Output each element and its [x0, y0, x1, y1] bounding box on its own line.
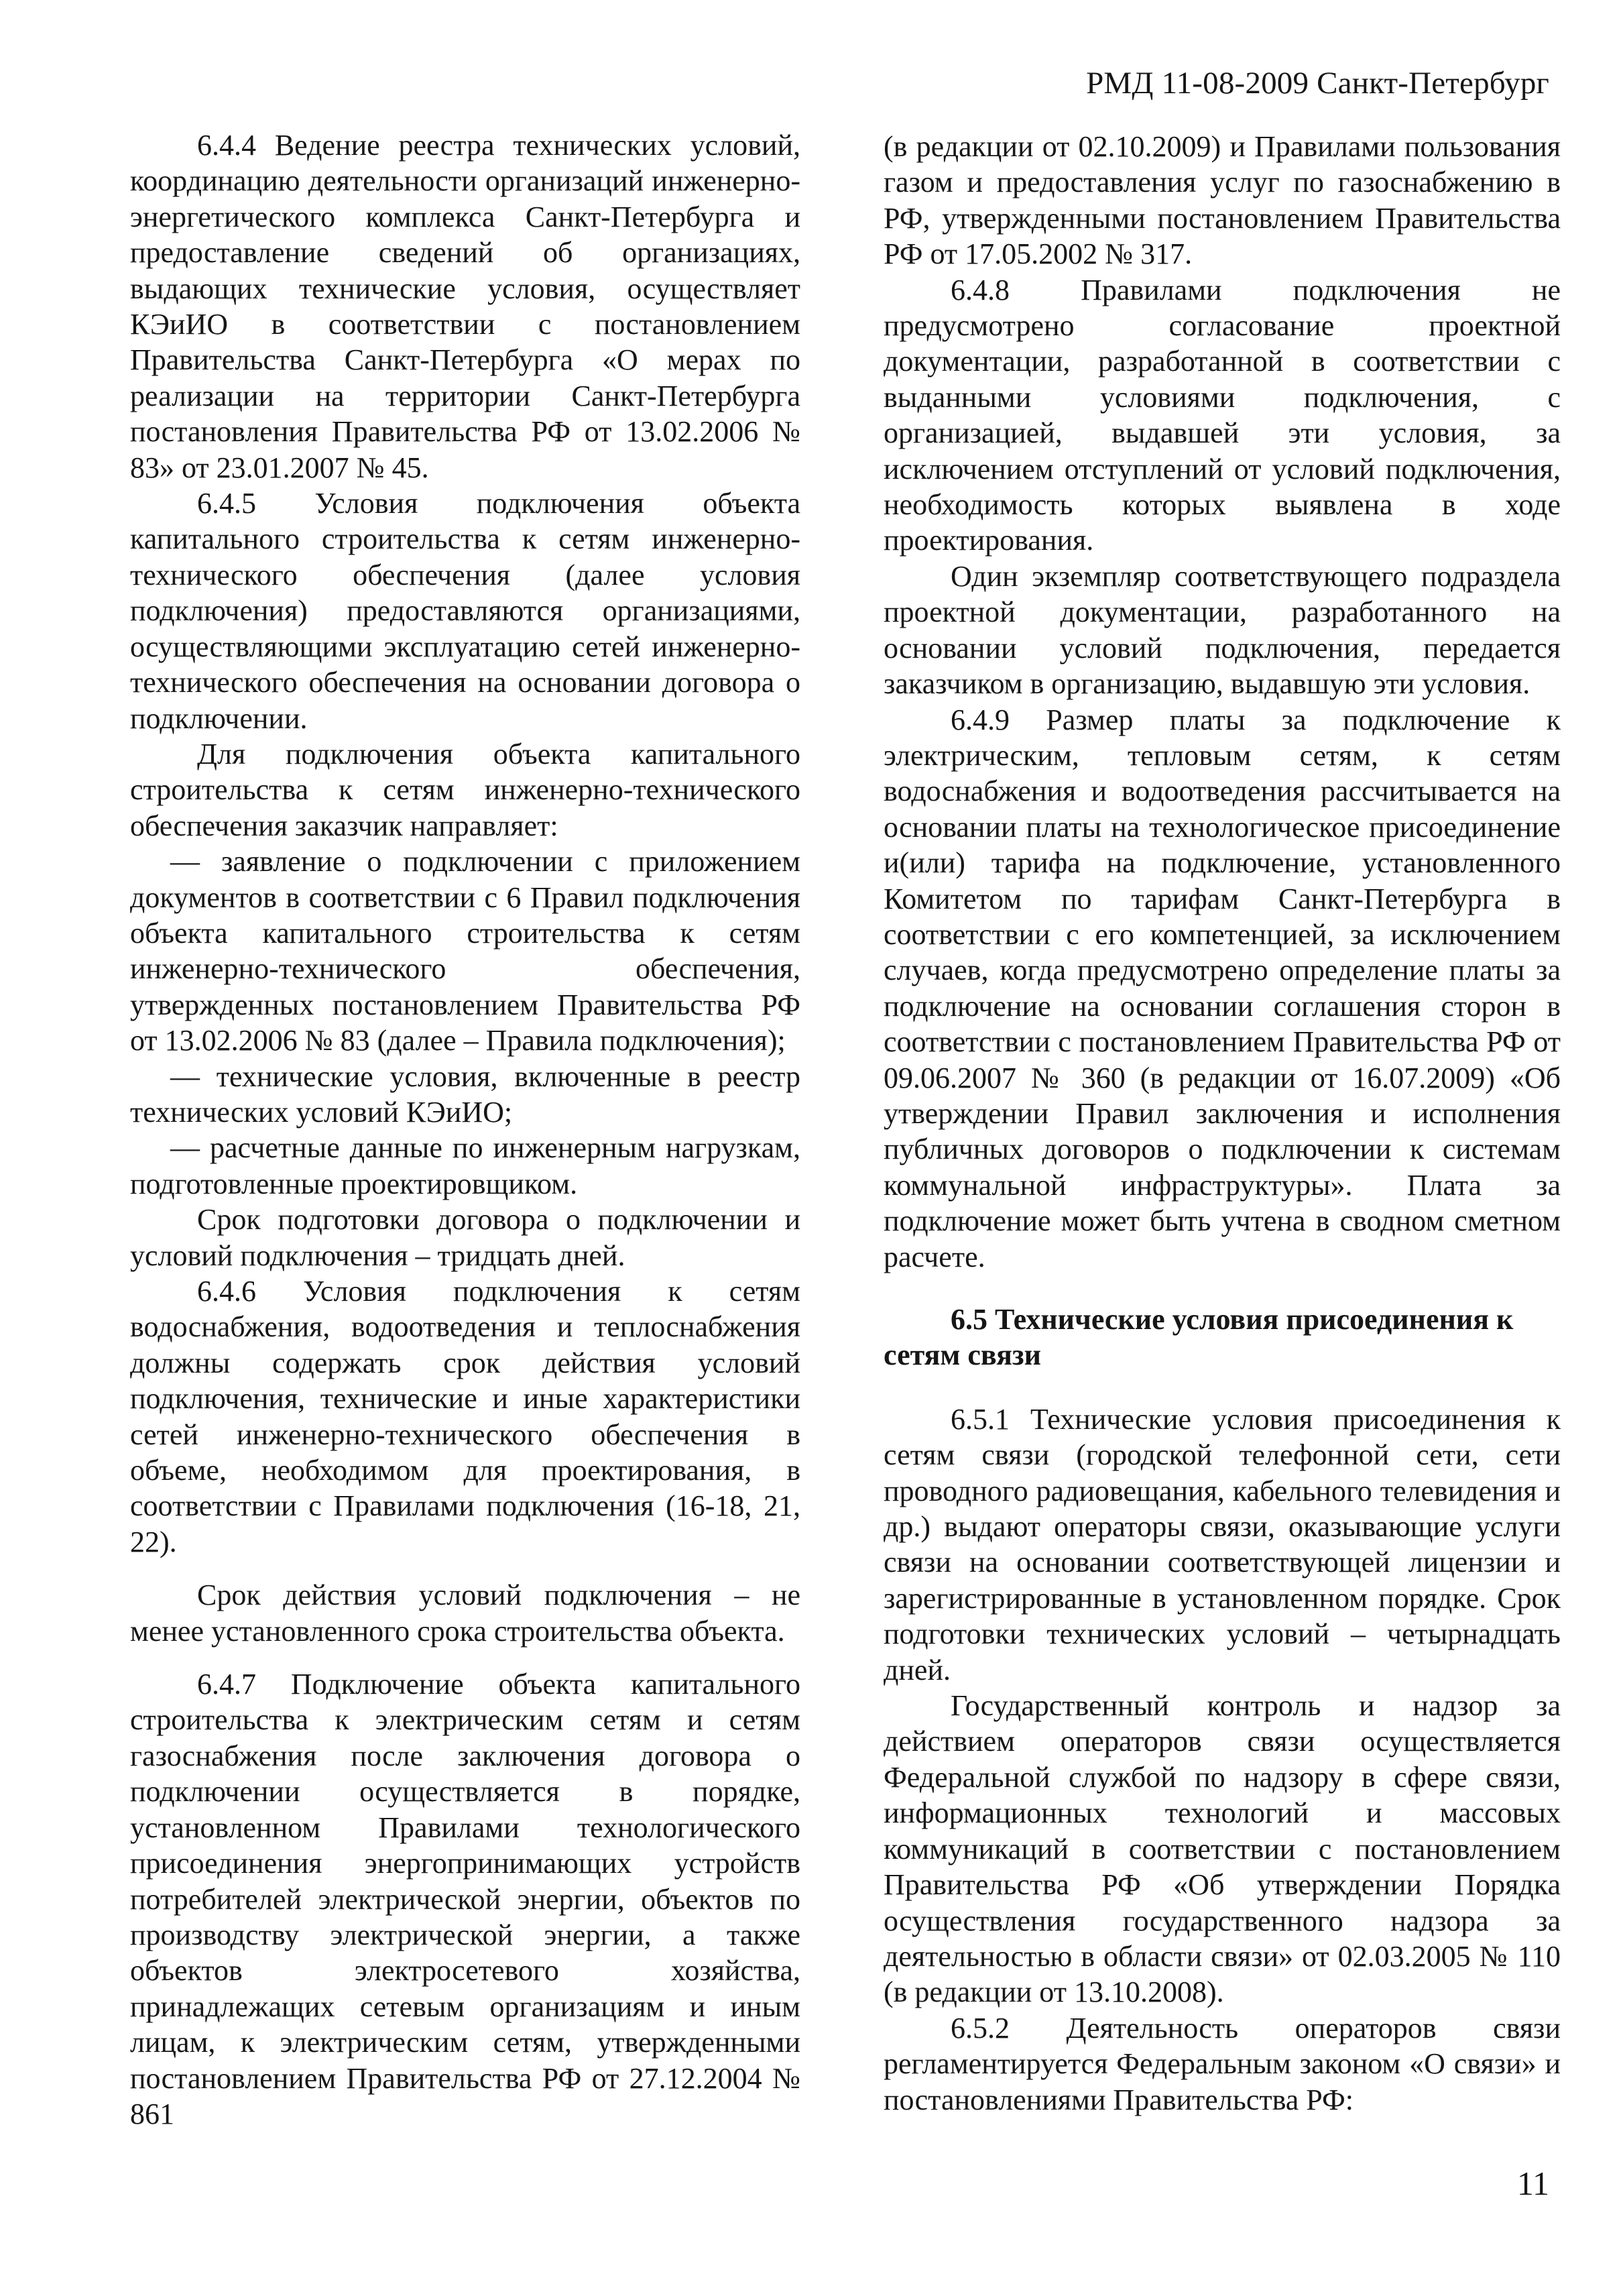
- page-number: 11: [1516, 2165, 1549, 2202]
- paragraph-connection-request: Для подключения объекта капитального строительства к сетям инженерно-технического обеспечения заказчик направляет:: [130, 737, 800, 842]
- list-item-application: — заявление о подключении с приложением документов в соответствии с 6 Правил подключения объекта капитального строительства к сетям инженерно-технического обеспечения, утвержденных постановлением Правительства РФ от 13.02.2006 № 83 (далее – Правила подключения);: [130, 845, 800, 1057]
- paragraph-6-4-4: 6.4.4 Ведение реестра технических условий, координацию деятельности организаций инженерно-энергетического комплекса Санкт-Петербурга и предоставление сведений об организациях, выдающих технические условия, осуществляет КЭиИО в соответствии с постановлением Правительства Санкт-Петербурга «О мерах по реализации на территории Санкт-Петербурга постановления Правительства РФ от 13.02.2006 № 83» от 23.01.2007 № 45.: [130, 129, 800, 484]
- right-column: [884, 129, 1561, 2118]
- paragraph-validity-term: Срок действия условий подключения – не менее установленного срока строительства объекта.: [130, 1578, 800, 1648]
- paragraph-continuation: (в редакции от 02.10.2009) и Правилами пользования газом и предоставления услуг по газоснабжению в РФ, утвержденными постановлением Правительства РФ от 17.05.2002 № 317.: [884, 130, 1561, 271]
- paragraph-6-5-1: 6.5.1 Технические условия присоединения к сетям связи (городской телефонной сети, сети проводного радиовещания, кабельного телевидения и др.) выдают операторы связи, оказывающие услуги связи на основании соответствующей лицензии и зарегистрированные в установленном порядке. Срок подготовки технических условий – четырнадцать дней.: [884, 1402, 1561, 1686]
- paragraph-6-4-8: 6.4.8 Правилами подключения не предусмотрено согласование проектной документации, разработанной в соответствии с выданными условиями подключения, с организацией, выдавшей эти условия, за исключением отступлений от условий подключения, необходимость которых выявлена в ходе проектирования.: [884, 273, 1561, 557]
- paragraph-6-4-5: 6.4.5 Условия подключения объекта капитального строительства к сетям инженерно-технического обеспечения (далее условия подключения) предоставляются организациями, осуществляющими эксплуатацию сетей инженерно-технического обеспечения на основании договора о подключении.: [130, 487, 800, 735]
- paragraph-contract-term: Срок подготовки договора о подключении и условий подключения – тридцать дней.: [130, 1203, 800, 1272]
- running-header: РМД 11-08-2009 Санкт-Петербург: [1086, 66, 1549, 101]
- list-item-calculation-data: — расчетные данные по инженерным нагрузкам, подготовленные проектировщиком.: [130, 1131, 800, 1200]
- paragraph-6-5-2: 6.5.2 Деятельность операторов связи регламентируется Федеральным законом «О связи» и постановлениями Правительства РФ:: [884, 2011, 1561, 2116]
- paragraph-6-4-6: 6.4.6 Условия подключения к сетям водоснабжения, водоотведения и теплоснабжения должны содержать срок действия условий подключения, технические и иные характеристики сетей инженерно-технического обеспечения в объеме, необходимом для проектирования, в соответствии с Правилами подключения (16-18, 21, 22).: [130, 1275, 800, 1558]
- section-heading-6-5: 6.5 Технические условия присоединения к сетям связи: [884, 1303, 1514, 1372]
- paragraph-6-4-7: 6.4.7 Подключение объекта капитального строительства к электрическим сетям и сетям газоснабжения после заключения договора о подключении осуществляется в порядке, установленном Правилами технологического присоединения энергопринимающих устройств потребителей электрической энергии, объектов по производству электрической энергии, а также объектов электросетевого хозяйства, принадлежащих сетевым организациям и иным лицам, к электрическим сетям, утвержденными постановлением Правительства РФ от 27.12.2004 № 861: [130, 1668, 800, 2130]
- paragraph-6-4-9: 6.4.9 Размер платы за подключение к электрическим, тепловым сетям, к сетям водоснабжения и водоотведения рассчитывается на основании платы на технологическое присоединение и(или) тарифа на подключение, установленного Комитетом по тарифам Санкт-Петербурга в соответствии с его компетенцией, за исключением случаев, когда предусмотрено определение платы за подключение на основании соглашения сторон в соответствии с постановлением Правительства РФ от 09.06.2007 № 360 (в редакции от 16.07.2009) «Об утверждении Правил заключения и исполнения публичных договоров о подключении к системам коммунальной инфраструктуры». Плата за подключение может быть учтена в сводном сметном расчете.: [884, 703, 1561, 1273]
- left-column: [130, 127, 800, 2132]
- paragraph-project-copy: Один экземпляр соответствующего подраздела проектной документации, разработанного на основании условий подключения, передается заказчиком в организацию, выдавшую эти условия.: [884, 559, 1561, 701]
- paragraph-state-control: Государственный контроль и надзор за действием операторов связи осуществляется Федеральной службой по надзору в сфере связи, информационных технологий и массовых коммуникаций в соответствии с постановлением Правительства РФ «Об утверждении Порядка осуществления государственного надзора за деятельностью в области связи» от 02.03.2005 № 110 (в редакции от 13.10.2008).: [884, 1689, 1561, 2009]
- list-item-tech-conditions: — технические условия, включенные в реестр технических условий КЭиИО;: [130, 1059, 800, 1129]
